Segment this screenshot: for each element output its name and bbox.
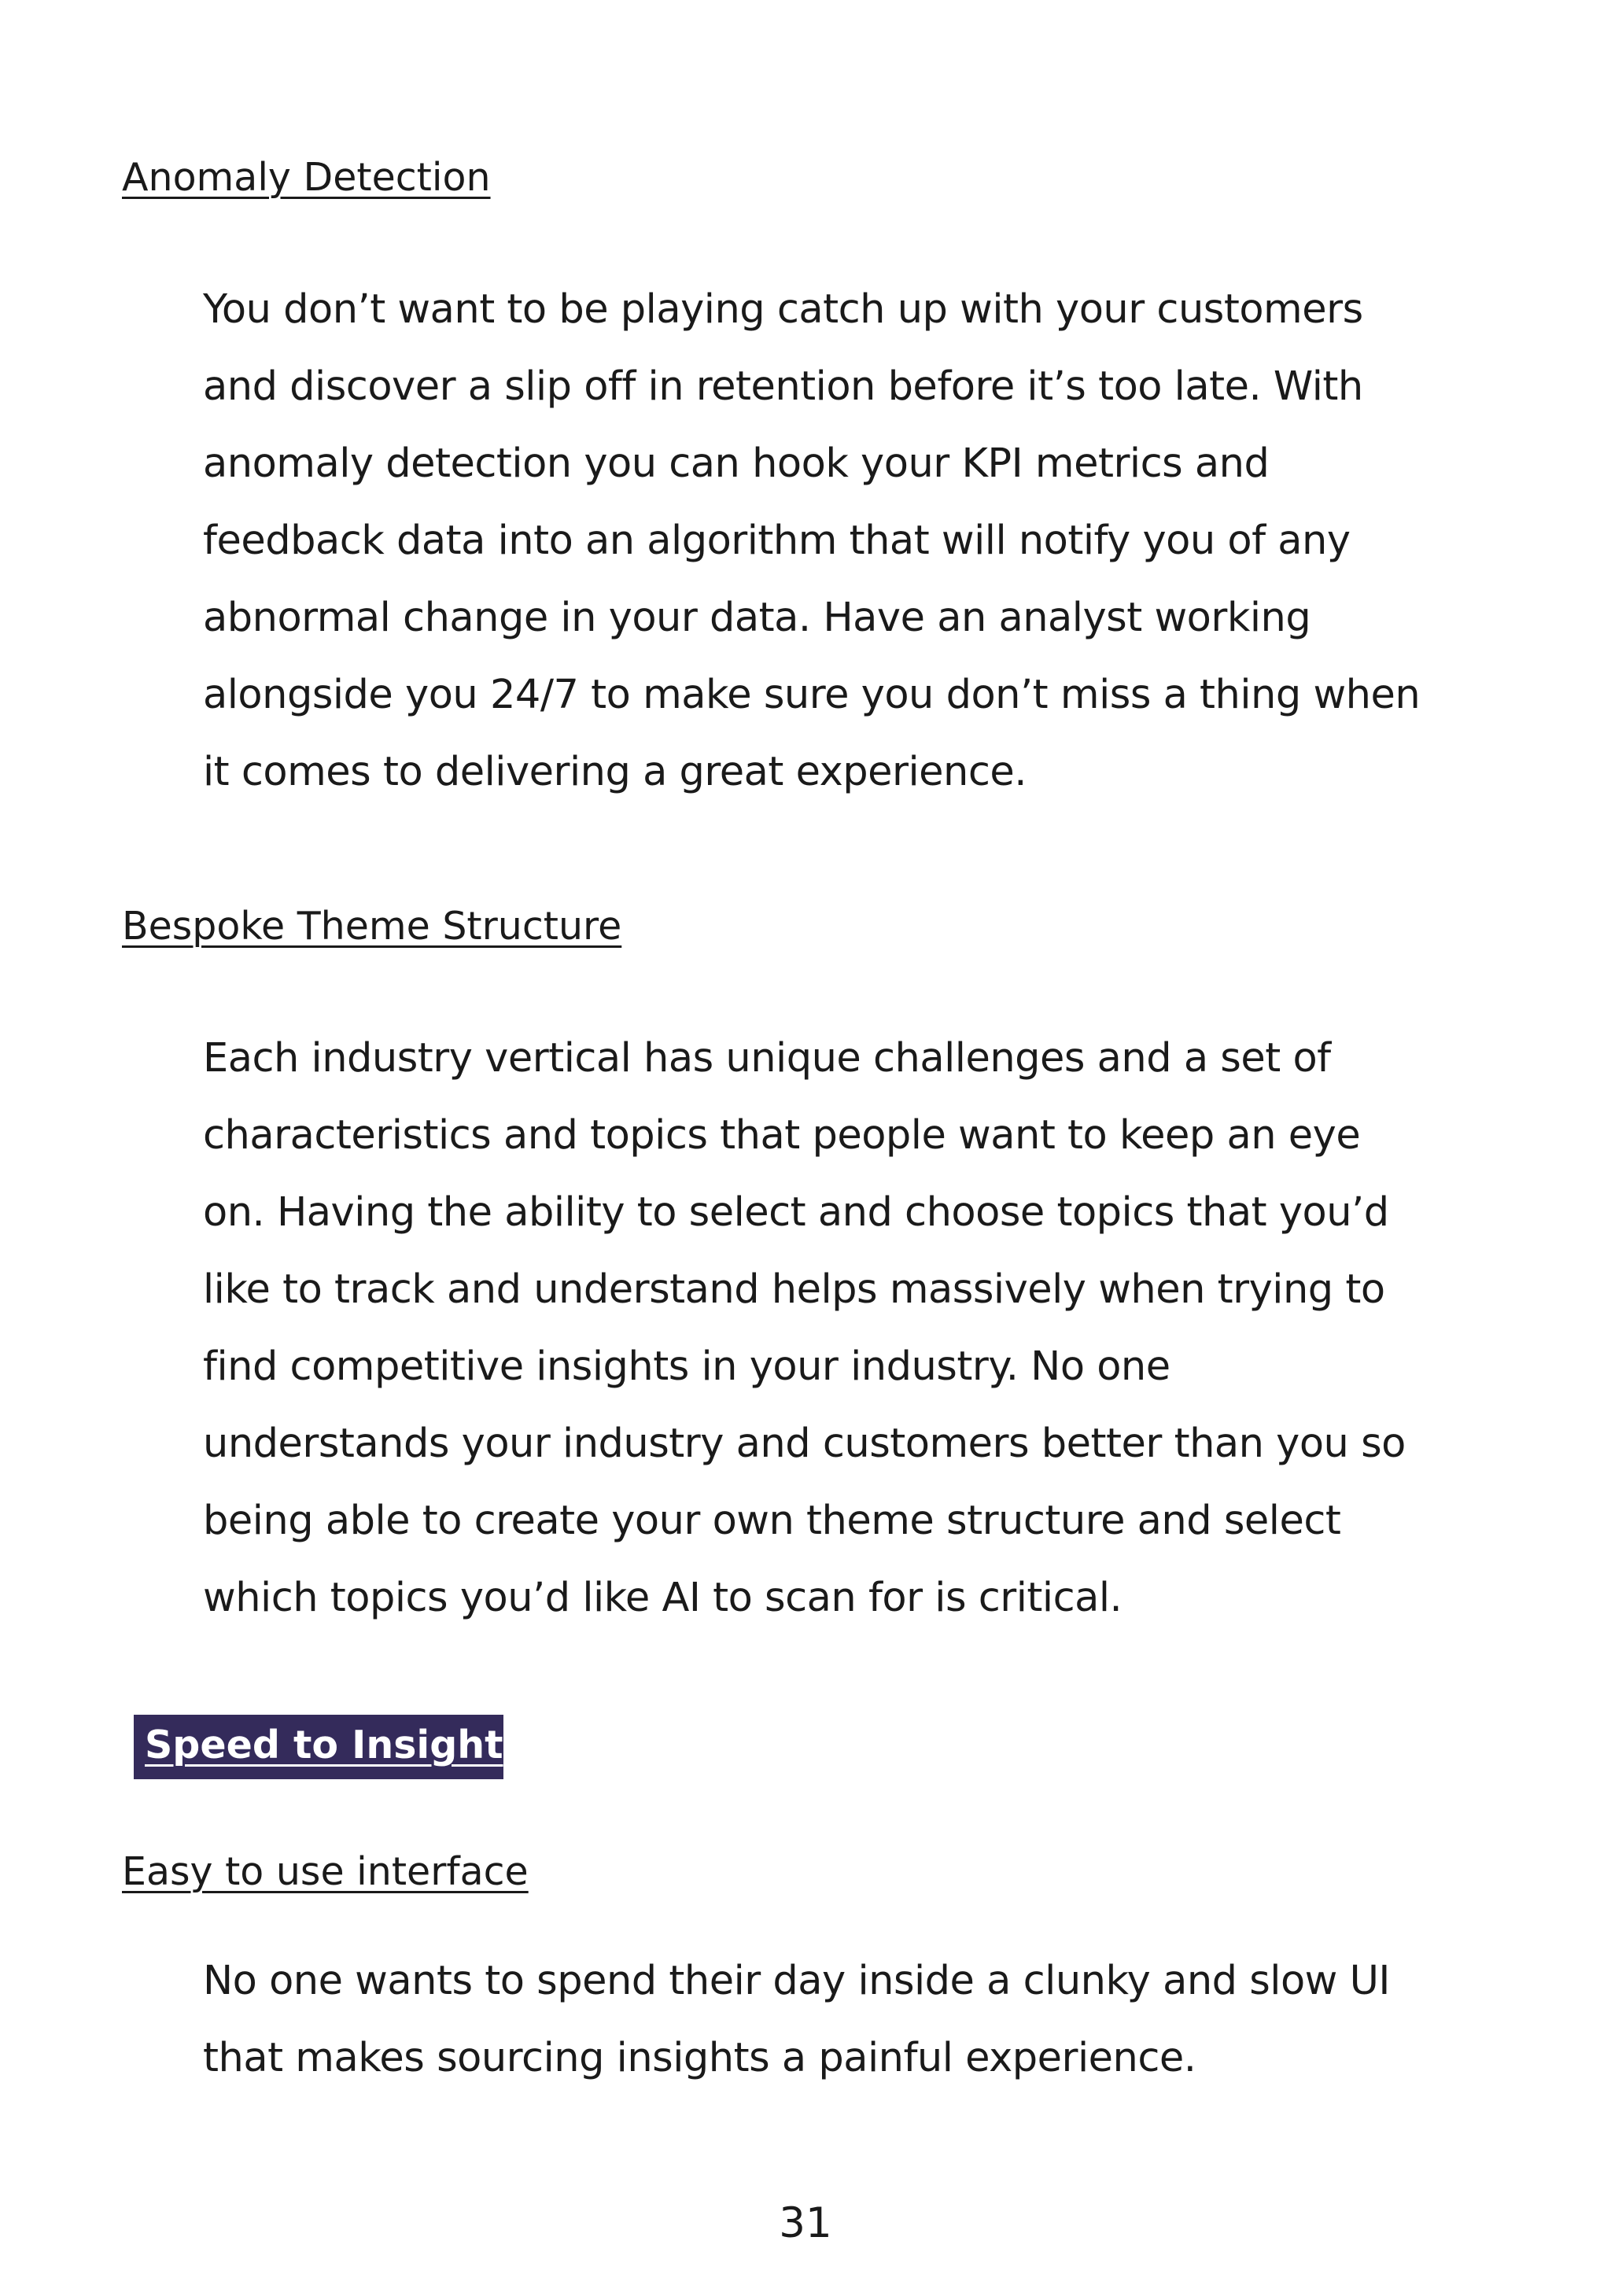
easy-interface-heading: Easy to use interface <box>122 1849 529 1894</box>
paragraph-line: that makes sourcing insights a painful experience. <box>203 2035 1196 2081</box>
paragraph-line: Each industry vertical has unique challenges and a set of <box>203 1035 1331 1082</box>
easy-interface-paragraph <box>203 1943 1430 2097</box>
bespoke-theme-heading: Bespoke Theme Structure <box>122 904 622 949</box>
paragraph-line: You don’t want to be playing catch up with your customers <box>203 286 1363 333</box>
paragraph-line: anomaly detection you can hook your KPI metrics and <box>203 440 1270 487</box>
bespoke-theme-paragraph <box>203 1020 1430 1637</box>
paragraph-line: it comes to delivering a great experience. <box>203 749 1027 795</box>
paragraph-line: abnormal change in your data. Have an analyst working <box>203 595 1311 641</box>
paragraph-line: and discover a slip off in retention before it’s too late. With <box>203 363 1363 410</box>
anomaly-detection-paragraph <box>203 271 1430 811</box>
paragraph-line: which topics you’d like AI to scan for is critical. <box>203 1575 1123 1621</box>
paragraph-line: understands your industry and customers better than you so <box>203 1421 1406 1467</box>
speed-to-insight-title: Speed to Insight <box>145 1723 503 1767</box>
paragraph-line: alongside you 24/7 to make sure you don’t miss a thing when <box>203 672 1421 718</box>
paragraph-line: like to track and understand helps massively when trying to <box>203 1266 1385 1313</box>
paragraph-line: on. Having the ability to select and choose topics that you’d <box>203 1189 1389 1236</box>
page-number: 31 <box>779 2199 832 2247</box>
paragraph-line: feedback data into an algorithm that will notify you of any <box>203 518 1351 564</box>
paragraph-line: No one wants to spend their day inside a clunky and slow UI <box>203 1958 1390 2004</box>
speed-to-insight-banner <box>134 1715 503 1779</box>
paragraph-line: characteristics and topics that people want to keep an eye <box>203 1112 1361 1159</box>
paragraph-line: find competitive insights in your industry. No one <box>203 1343 1170 1390</box>
paragraph-line: being able to create your own theme structure and select <box>203 1498 1341 1544</box>
anomaly-detection-heading: Anomaly Detection <box>122 155 491 200</box>
